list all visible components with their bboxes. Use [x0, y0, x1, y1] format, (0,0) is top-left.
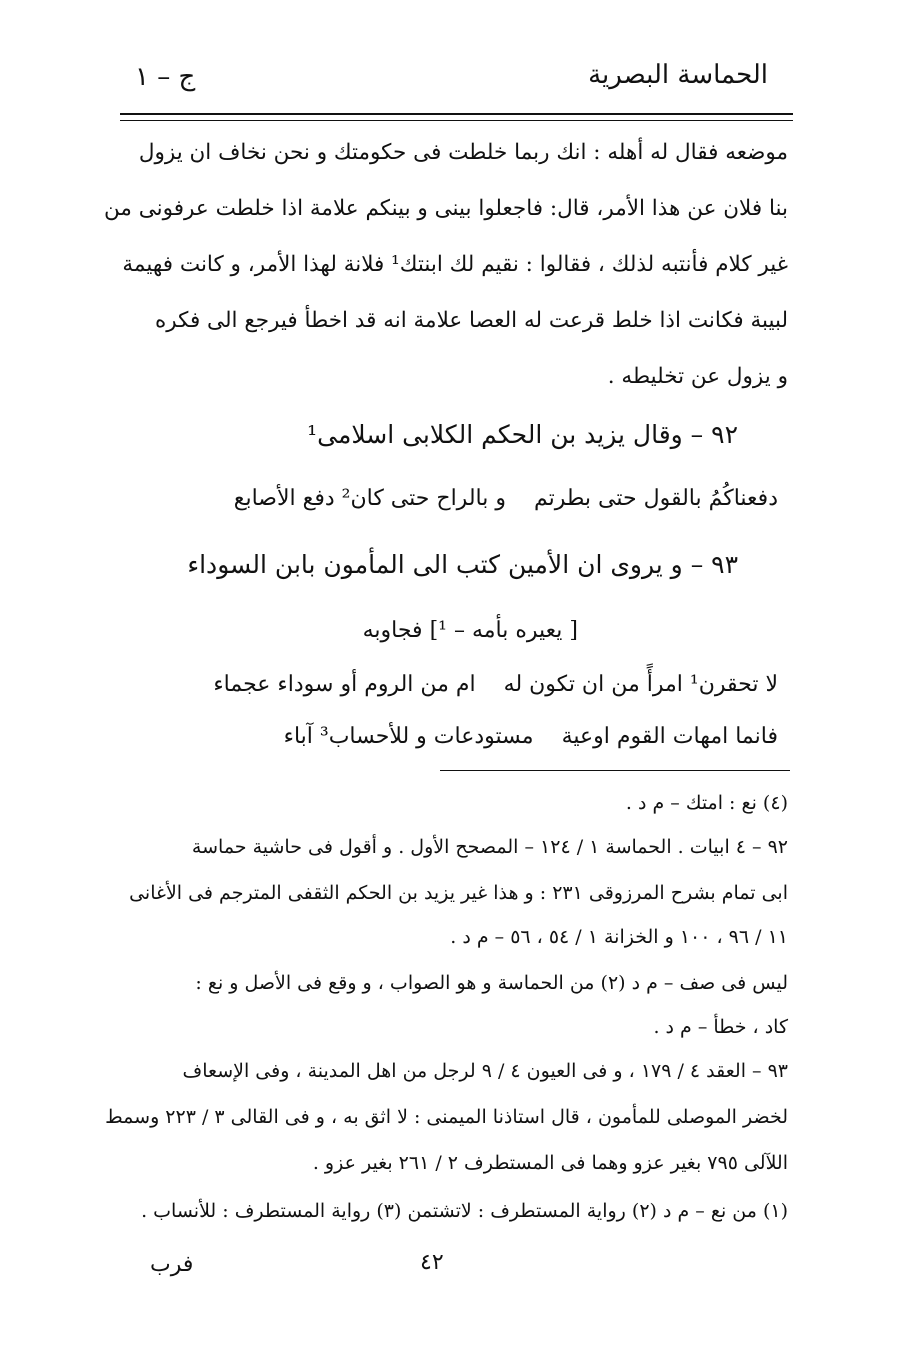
hemistich-second: ام من الروم أو سوداء عجماء [213, 672, 476, 697]
verse-line-92 [234, 486, 778, 511]
body-line: و يزول عن تخليطه . [607, 364, 788, 389]
header-rule-thin [120, 120, 793, 121]
hemistich-second: مستودعات و للأحساب³ آباء [283, 724, 534, 749]
footnote-line: ليس فى صف – م د (٢) من الحماسة و هو الصواب ، و وقع فى الأصل و نع : [195, 972, 788, 994]
poem-heading-93-cont: [ يعيره بأمه – ¹] فجاوبه [362, 618, 578, 643]
verse-line-93-2 [284, 724, 778, 749]
hemistich-first: دفعناكُمُ بالقول حتى بطرتم [533, 486, 778, 511]
footnote-line: (٤) نع : امتك – م د . [625, 792, 788, 814]
footnote-line: اللآلى ٧٩٥ بغير عزو وهما فى المستطرف ٢ / ٢٦١ بغير عزو . [312, 1152, 788, 1174]
body-line: بنا فلان عن هذا الأمر، قال: فاجعلوا بينى و بينكم علامة اذا خلطت عرفونى من [104, 196, 788, 221]
hemistich-second: و بالراح حتى كان² دفع الأصابع [233, 486, 506, 511]
header-rule [120, 113, 793, 115]
catchword: فرب [150, 1252, 194, 1277]
poem-heading-93: ٩٣ – و يروى ان الأمين كتب الى المأمون بابن السوداء [187, 550, 738, 579]
footnote-line: ١١ / ٩٦ ، ١٠٠ و الخزانة ١ / ٥٤ ، ٥٦ – م د . [450, 926, 788, 948]
footnote-line: لخضر الموصلى للمأمون ، قال استاذنا الميمنى : لا اثق به ، و فى القالى ٣ / ٢٢٣ وسمط [105, 1106, 788, 1128]
body-line: لبيبة فكانت اذا خلط قرعت له العصا علامة انه قد اخطأ فيرجع الى فكره [154, 308, 788, 333]
verse-line-93-1 [213, 672, 778, 697]
footnote-rule [440, 770, 790, 771]
poem-heading-92: ٩٢ – وقال يزيد بن الحكم الكلابى اسلامى¹ [307, 420, 738, 449]
hemistich-first: لا تحقرن¹ امرأً من ان تكون له [503, 672, 778, 697]
page-number: ٤٢ [420, 1250, 444, 1275]
footnote-line: ابى تمام بشرح المرزوقى ٢٣١ : و هذا غير يزيد بن الحكم الثقفى المترجم فى الأغانى [129, 882, 788, 904]
body-line: موضعه فقال له أهله : انك ربما خلطت فى حكومتك و نحن نخاف ان يزول [138, 140, 788, 165]
footnote-line: ٩٢ – ٤ ابيات . الحماسة ١ / ١٢٤ – المصحح الأول . و أقول فى حاشية حماسة [191, 836, 788, 858]
volume-number: ج – ١ [135, 62, 196, 92]
footnote-line: (١) من نع – م د (٢) رواية المستطرف : لاتشتمن (٣) رواية المستطرف : للأنساب . [141, 1200, 788, 1222]
hemistich-first: فانما امهات القوم اوعية [561, 724, 778, 749]
running-title: الحماسة البصرية [588, 60, 768, 90]
footnote-line: ٩٣ – العقد ٤ / ١٧٩ ، و فى العيون ٤ / ٩ لرجل من اهل المدينة ، وفى الإسعاف [182, 1060, 788, 1082]
body-line: غير كلام فأنتبه لذلك ، فقالوا : نقيم لك ابنتك¹ فلانة لهذا الأمر، و كانت فهيمة [122, 252, 788, 277]
footnote-line: كاد ، خطأ – م د . [653, 1016, 788, 1038]
